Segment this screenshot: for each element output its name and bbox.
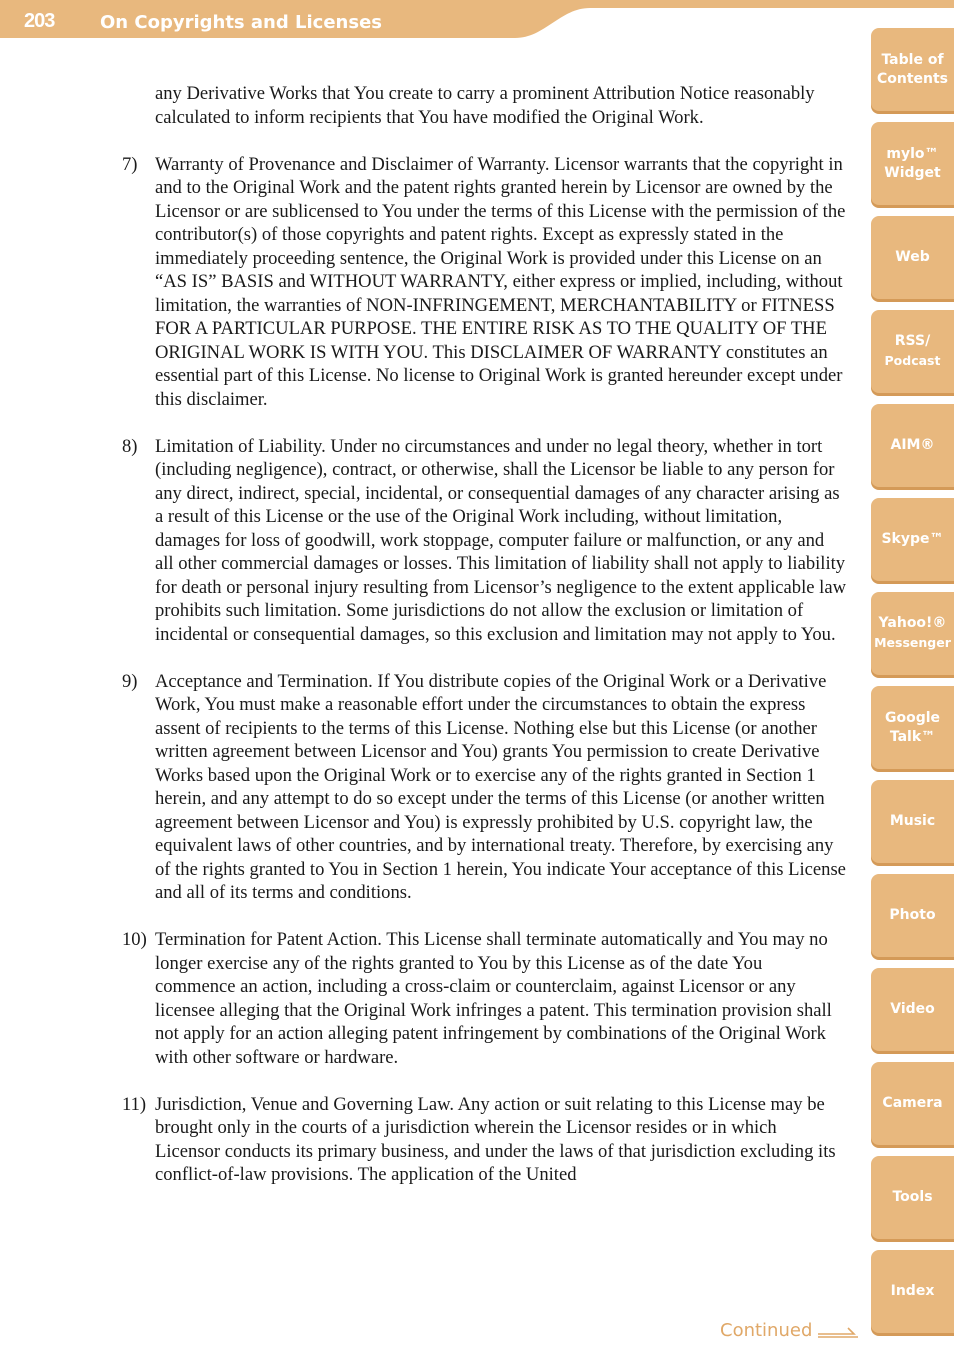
nav-tab-label: Skype™ (881, 531, 944, 547)
nav-tab-label: Talk™ (889, 728, 936, 745)
nav-tab-camera[interactable] (871, 1062, 954, 1145)
nav-tab-label: Tools (892, 1189, 933, 1205)
continued-label: Continued (720, 1320, 813, 1341)
nav-tab-tools[interactable] (871, 1156, 954, 1239)
nav-tab-photo[interactable] (871, 874, 954, 957)
nav-tab-label: RSS/ (894, 333, 931, 349)
nav-tab-label: Camera (882, 1095, 943, 1111)
list-text: Acceptance and Termination. If You distribute copies of the Original Work or a Derivative Work, You must make a reasonable effort under the circumstances to obtain the express assent of recipients to the terms of this License. Nothing else but this License (or another written agreement between Licensor and You) grants You permission to create Derivative Works based upon the Original Work or to exercise any of the rights granted in Section 1 herein, and any attempt to do so except under the terms of this License (or another written agreement between Licensor and You) is expressly prohibited by U.S. copyright law, the equivalent laws of other countries, and by international treaty. Therefore, by exercising any of the rights granted to You in Section 1 herein, You indicate Your acceptance of this License and all of its terms and conditions. (155, 670, 846, 903)
page-header (0, 0, 954, 40)
nav-tab-label: Table of (881, 51, 944, 68)
page-number: 203 (24, 10, 55, 32)
page-title: On Copyrights and Licenses (100, 12, 382, 33)
list-text: Jurisdiction, Venue and Governing Law. Any action or suit relating to this License may be brought only in the courts of a jurisdiction wherein the Licensor resides or in which Licensor conducts its primary business, and under the laws of that jurisdiction excluding its conflict-of-law provisions. The application of the United (155, 1093, 836, 1185)
list-item-11 (122, 1093, 846, 1187)
list-item-10 (122, 928, 846, 1069)
continued-paragraph: any Derivative Works that You create to carry a prominent Attribution Notice reasonably calculated to inform recipients that You have modified the Original Work. (155, 83, 815, 128)
nav-tab-label: Messenger (874, 635, 951, 650)
list-number: 9) (122, 670, 138, 692)
list-number: 8) (122, 435, 138, 457)
nav-tab-label: Music (889, 813, 936, 829)
nav-tab-index[interactable] (871, 1250, 954, 1333)
nav-tab-video[interactable] (871, 968, 954, 1051)
list-text: Termination for Patent Action. This License shall terminate automatically and You may no longer exercise any of the rights granted to You by this License as of the date You commence an action, including a cross-claim or counterclaim, against Licensor or any licensee alleging that the Original Work infringes a patent. This termination provision shall not apply for an action alleging patent infringement by combinations of the Original Work with other software or hardware. (155, 929, 832, 1068)
arrow-right-icon (818, 1325, 860, 1339)
nav-tab-yahoo-messenger[interactable] (871, 592, 954, 675)
nav-tab-label: Widget (884, 164, 941, 181)
nav-tab-label: Video (890, 1001, 935, 1017)
nav-tab-mylo-widget[interactable] (871, 122, 954, 205)
nav-tab-skype[interactable] (871, 498, 954, 581)
nav-tab-web[interactable] (871, 216, 954, 299)
nav-tab-aim[interactable] (871, 404, 954, 487)
nav-tab-table-of-contents[interactable] (871, 28, 954, 111)
list-item-9 (122, 670, 846, 905)
list-item-8 (122, 435, 846, 647)
nav-tab-label: AIM® (890, 437, 935, 453)
nav-tab-label: Google (884, 709, 941, 726)
nav-tab-rss-podcast[interactable] (871, 310, 954, 393)
nav-tab-music[interactable] (871, 780, 954, 863)
document-body (122, 82, 846, 1210)
list-text: Warranty of Provenance and Disclaimer of Warranty. Licensor warrants that the copyright in and to the Original Work and the patent rights granted herein by Licensor are owned by the Licensor or are sublicensed to You under the terms of this License with the permission of the contributor(s) of those copyrights and patent rights. Except as expressly stated in the immediately proceeding sentence, the Original Work is provided under this License on an “AS IS” BASIS and WITHOUT WARRANTY, either express or implied, including, without limitation, the warranties of NON-INFRINGEMENT, MERCHANTABILITY or FITNESS FOR A PARTICULAR PURPOSE. THE ENTIRE RISK AS TO THE QUALITY OF THE ORIGINAL WORK IS WITH YOU. This DISCLAIMER OF WARRANTY constitutes an essential part of this License. No license to Original Work is granted hereunder except under this disclaimer. (155, 153, 846, 410)
nav-tab-label: Photo (889, 907, 936, 923)
nav-tab-label: Podcast (884, 353, 941, 368)
list-number: 10) (122, 929, 147, 950)
nav-tab-label: Index (890, 1283, 935, 1299)
list-item-7 (122, 153, 846, 412)
list-number: 11) (122, 1093, 147, 1115)
list-number: 7) (122, 153, 138, 175)
nav-tab-label: Yahoo!® (878, 615, 947, 631)
nav-tab-label: mylo™ (886, 145, 939, 162)
nav-tab-label: Web (895, 249, 930, 265)
nav-tab-google-talk[interactable] (871, 686, 954, 769)
nav-tab-label: Contents (876, 70, 949, 87)
list-text: Limitation of Liability. Under no circumstances and under no legal theory, whether in tort (including negligence), contract, or otherwise, shall the Licensor be liable to any person for any direct, indirect, special, incidental, or consequential damages of any character arising as a result of this License or the use of the Original Work including, without limitation, damages for loss of goodwill, work stoppage, computer failure or malfunction, or any and all other commercial damages or losses. This limitation of liability shall not apply to liability for death or personal injury resulting from Licensor’s negligence to the extent applicable law prohibits such limitation. Some jurisdictions do not allow the exclusion or limitation of incidental or consequential damages, so this exclusion and limitation may not apply to You. (155, 435, 847, 645)
